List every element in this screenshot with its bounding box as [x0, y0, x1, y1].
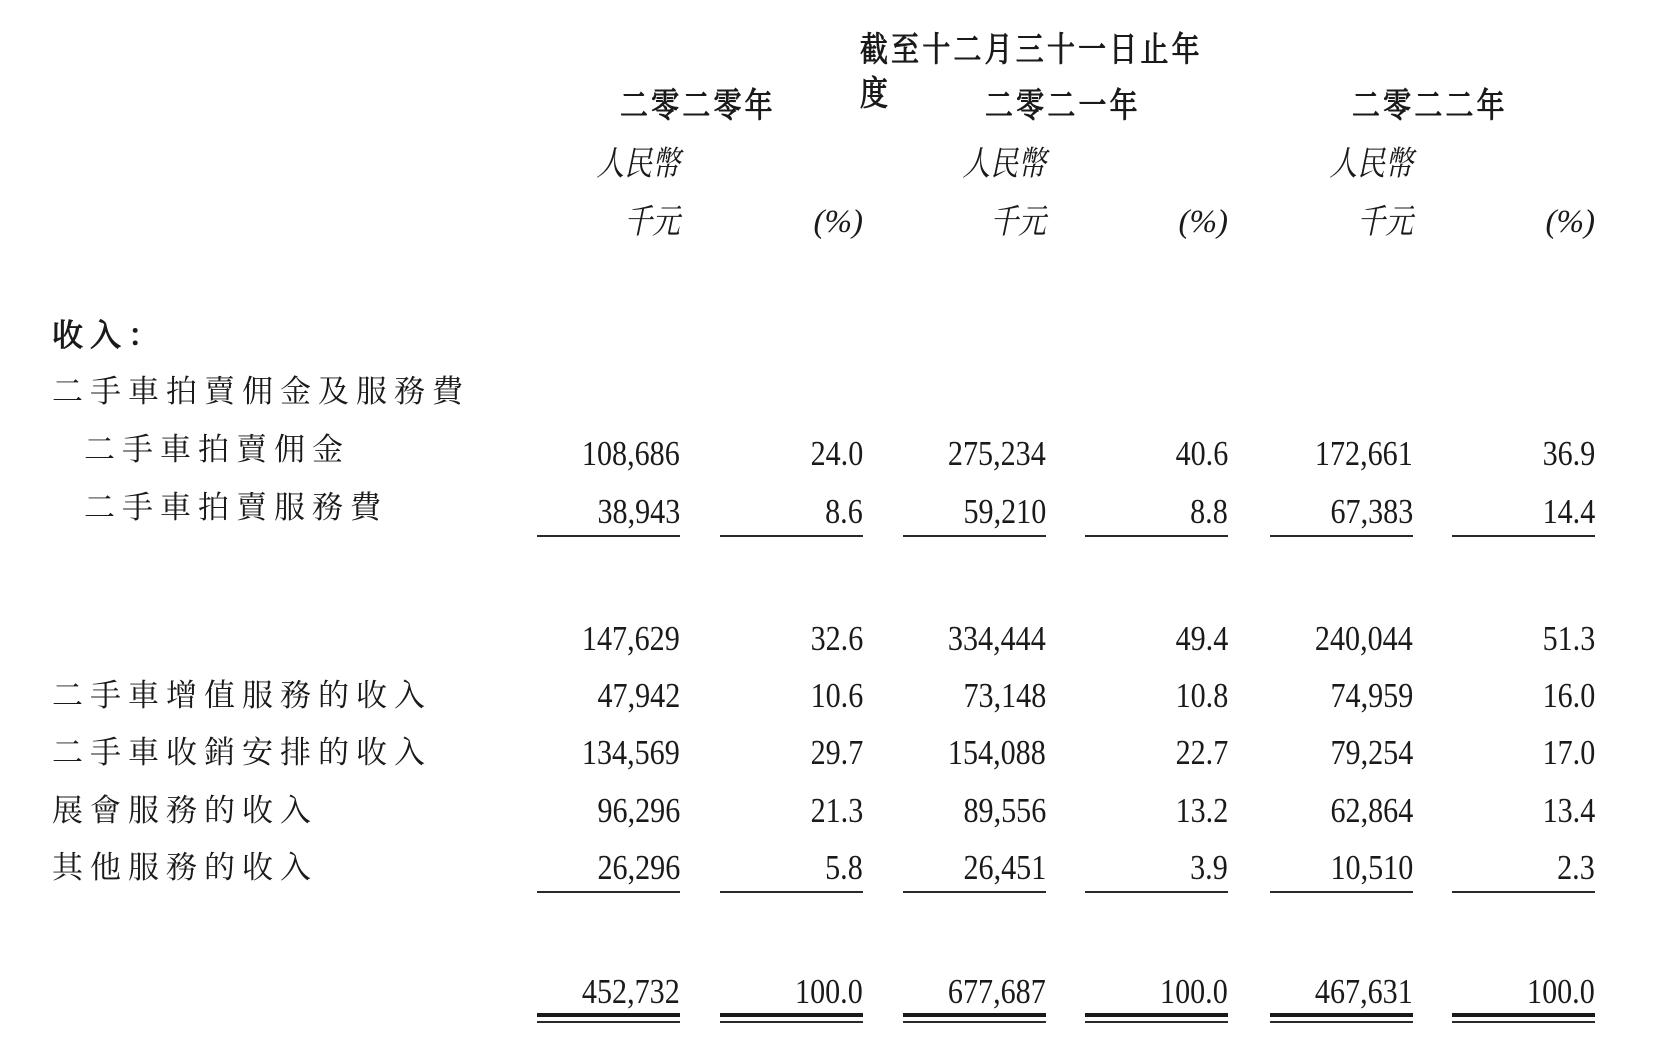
total-rule [720, 891, 863, 893]
cell: 8.8 [1190, 492, 1228, 531]
row-label-auction-commission: 二手車拍賣佣金 [84, 432, 350, 468]
cell: 59,210 [963, 492, 1046, 531]
cell-total: 100.0 [795, 972, 863, 1011]
row-label-exhibition: 展會服務的收入 [52, 793, 318, 829]
group-title-auction: 二手車拍賣佣金及服務費 [52, 374, 470, 410]
cell: 62,864 [1330, 791, 1413, 830]
double-rule-top [1452, 1013, 1595, 1017]
currency-label-2021: 人民幣 [962, 144, 1046, 184]
cell: 29.7 [810, 733, 863, 772]
cell-subtotal: 334,444 [948, 619, 1046, 658]
cell: 21.3 [810, 791, 863, 830]
cell: 67,383 [1330, 492, 1413, 531]
cell-total: 452,732 [582, 972, 680, 1011]
subtotal-rule [1085, 535, 1228, 537]
currency-label-2022: 人民幣 [1329, 144, 1413, 184]
subtotal-rule [1270, 535, 1413, 537]
cell: 13.2 [1175, 791, 1228, 830]
cell-total: 467,631 [1315, 972, 1413, 1011]
total-rule [537, 891, 680, 893]
cell: 10.6 [810, 676, 863, 715]
row-label-sales-arrangement: 二手車收銷安排的收入 [52, 735, 432, 771]
subtotal-rule [903, 535, 1046, 537]
row-label-other: 其他服務的收入 [52, 850, 318, 886]
subtotal-rule [720, 535, 863, 537]
year-heading-2022: 二零二二年 [1352, 86, 1508, 126]
cell-subtotal: 49.4 [1175, 619, 1228, 658]
cell: 26,296 [597, 848, 680, 887]
cell: 5.8 [825, 848, 863, 887]
total-rule [903, 891, 1046, 893]
double-rule-top [537, 1013, 680, 1017]
double-rule-bottom [1270, 1021, 1413, 1023]
pct-label-2020: (%) [813, 204, 863, 240]
double-rule-bottom [1085, 1021, 1228, 1023]
double-rule-top [720, 1013, 863, 1017]
cell: 73,148 [963, 676, 1046, 715]
cell: 22.7 [1175, 733, 1228, 772]
cell: 10,510 [1330, 848, 1413, 887]
unit-label-2022: 千元 [1357, 202, 1413, 242]
cell-subtotal: 51.3 [1542, 619, 1595, 658]
year-heading-2020: 二零二零年 [620, 86, 776, 126]
cell-subtotal: 32.6 [810, 619, 863, 658]
cell: 14.4 [1542, 492, 1595, 531]
year-heading-2021: 二零二一年 [985, 86, 1141, 126]
unit-label-2020: 千元 [624, 202, 680, 242]
total-rule [1452, 891, 1595, 893]
cell: 17.0 [1542, 733, 1595, 772]
currency-label-2020: 人民幣 [596, 144, 680, 184]
subtotal-rule [537, 535, 680, 537]
cell-total: 100.0 [1527, 972, 1595, 1011]
total-rule [1270, 891, 1413, 893]
pct-label-2022: (%) [1545, 204, 1595, 240]
double-rule-top [1270, 1013, 1413, 1017]
row-label-value-added: 二手車增值服務的收入 [52, 678, 432, 714]
cell: 24.0 [810, 434, 863, 473]
section-title-revenue: 收入： [52, 318, 166, 354]
cell: 134,569 [582, 733, 680, 772]
cell: 96,296 [597, 791, 680, 830]
cell: 10.8 [1175, 676, 1228, 715]
cell: 40.6 [1175, 434, 1228, 473]
cell: 79,254 [1330, 733, 1413, 772]
double-rule-bottom [537, 1021, 680, 1023]
cell: 74,959 [1330, 676, 1413, 715]
total-rule [1085, 891, 1228, 893]
cell: 16.0 [1542, 676, 1595, 715]
cell: 26,451 [963, 848, 1046, 887]
cell: 108,686 [582, 434, 680, 473]
cell: 154,088 [948, 733, 1046, 772]
cell: 8.6 [825, 492, 863, 531]
cell: 172,661 [1315, 434, 1413, 473]
subtotal-rule [1452, 535, 1595, 537]
cell: 275,234 [948, 434, 1046, 473]
cell-subtotal: 240,044 [1315, 619, 1413, 658]
cell: 3.9 [1190, 848, 1228, 887]
cell: 36.9 [1542, 434, 1595, 473]
double-rule-bottom [903, 1021, 1046, 1023]
period-heading: 截至十二月三十一日止年度 [860, 30, 1203, 114]
cell: 2.3 [1557, 848, 1595, 887]
unit-label-2021: 千元 [990, 202, 1046, 242]
cell: 47,942 [597, 676, 680, 715]
double-rule-bottom [1452, 1021, 1595, 1023]
double-rule-top [903, 1013, 1046, 1017]
double-rule-top [1085, 1013, 1228, 1017]
cell: 13.4 [1542, 791, 1595, 830]
cell-subtotal: 147,629 [582, 619, 680, 658]
cell-total: 677,687 [948, 972, 1046, 1011]
double-rule-bottom [720, 1021, 863, 1023]
cell-total: 100.0 [1160, 972, 1228, 1011]
cell: 38,943 [597, 492, 680, 531]
cell: 89,556 [963, 791, 1046, 830]
row-label-auction-service-fee: 二手車拍賣服務費 [84, 490, 388, 526]
pct-label-2021: (%) [1178, 204, 1228, 240]
